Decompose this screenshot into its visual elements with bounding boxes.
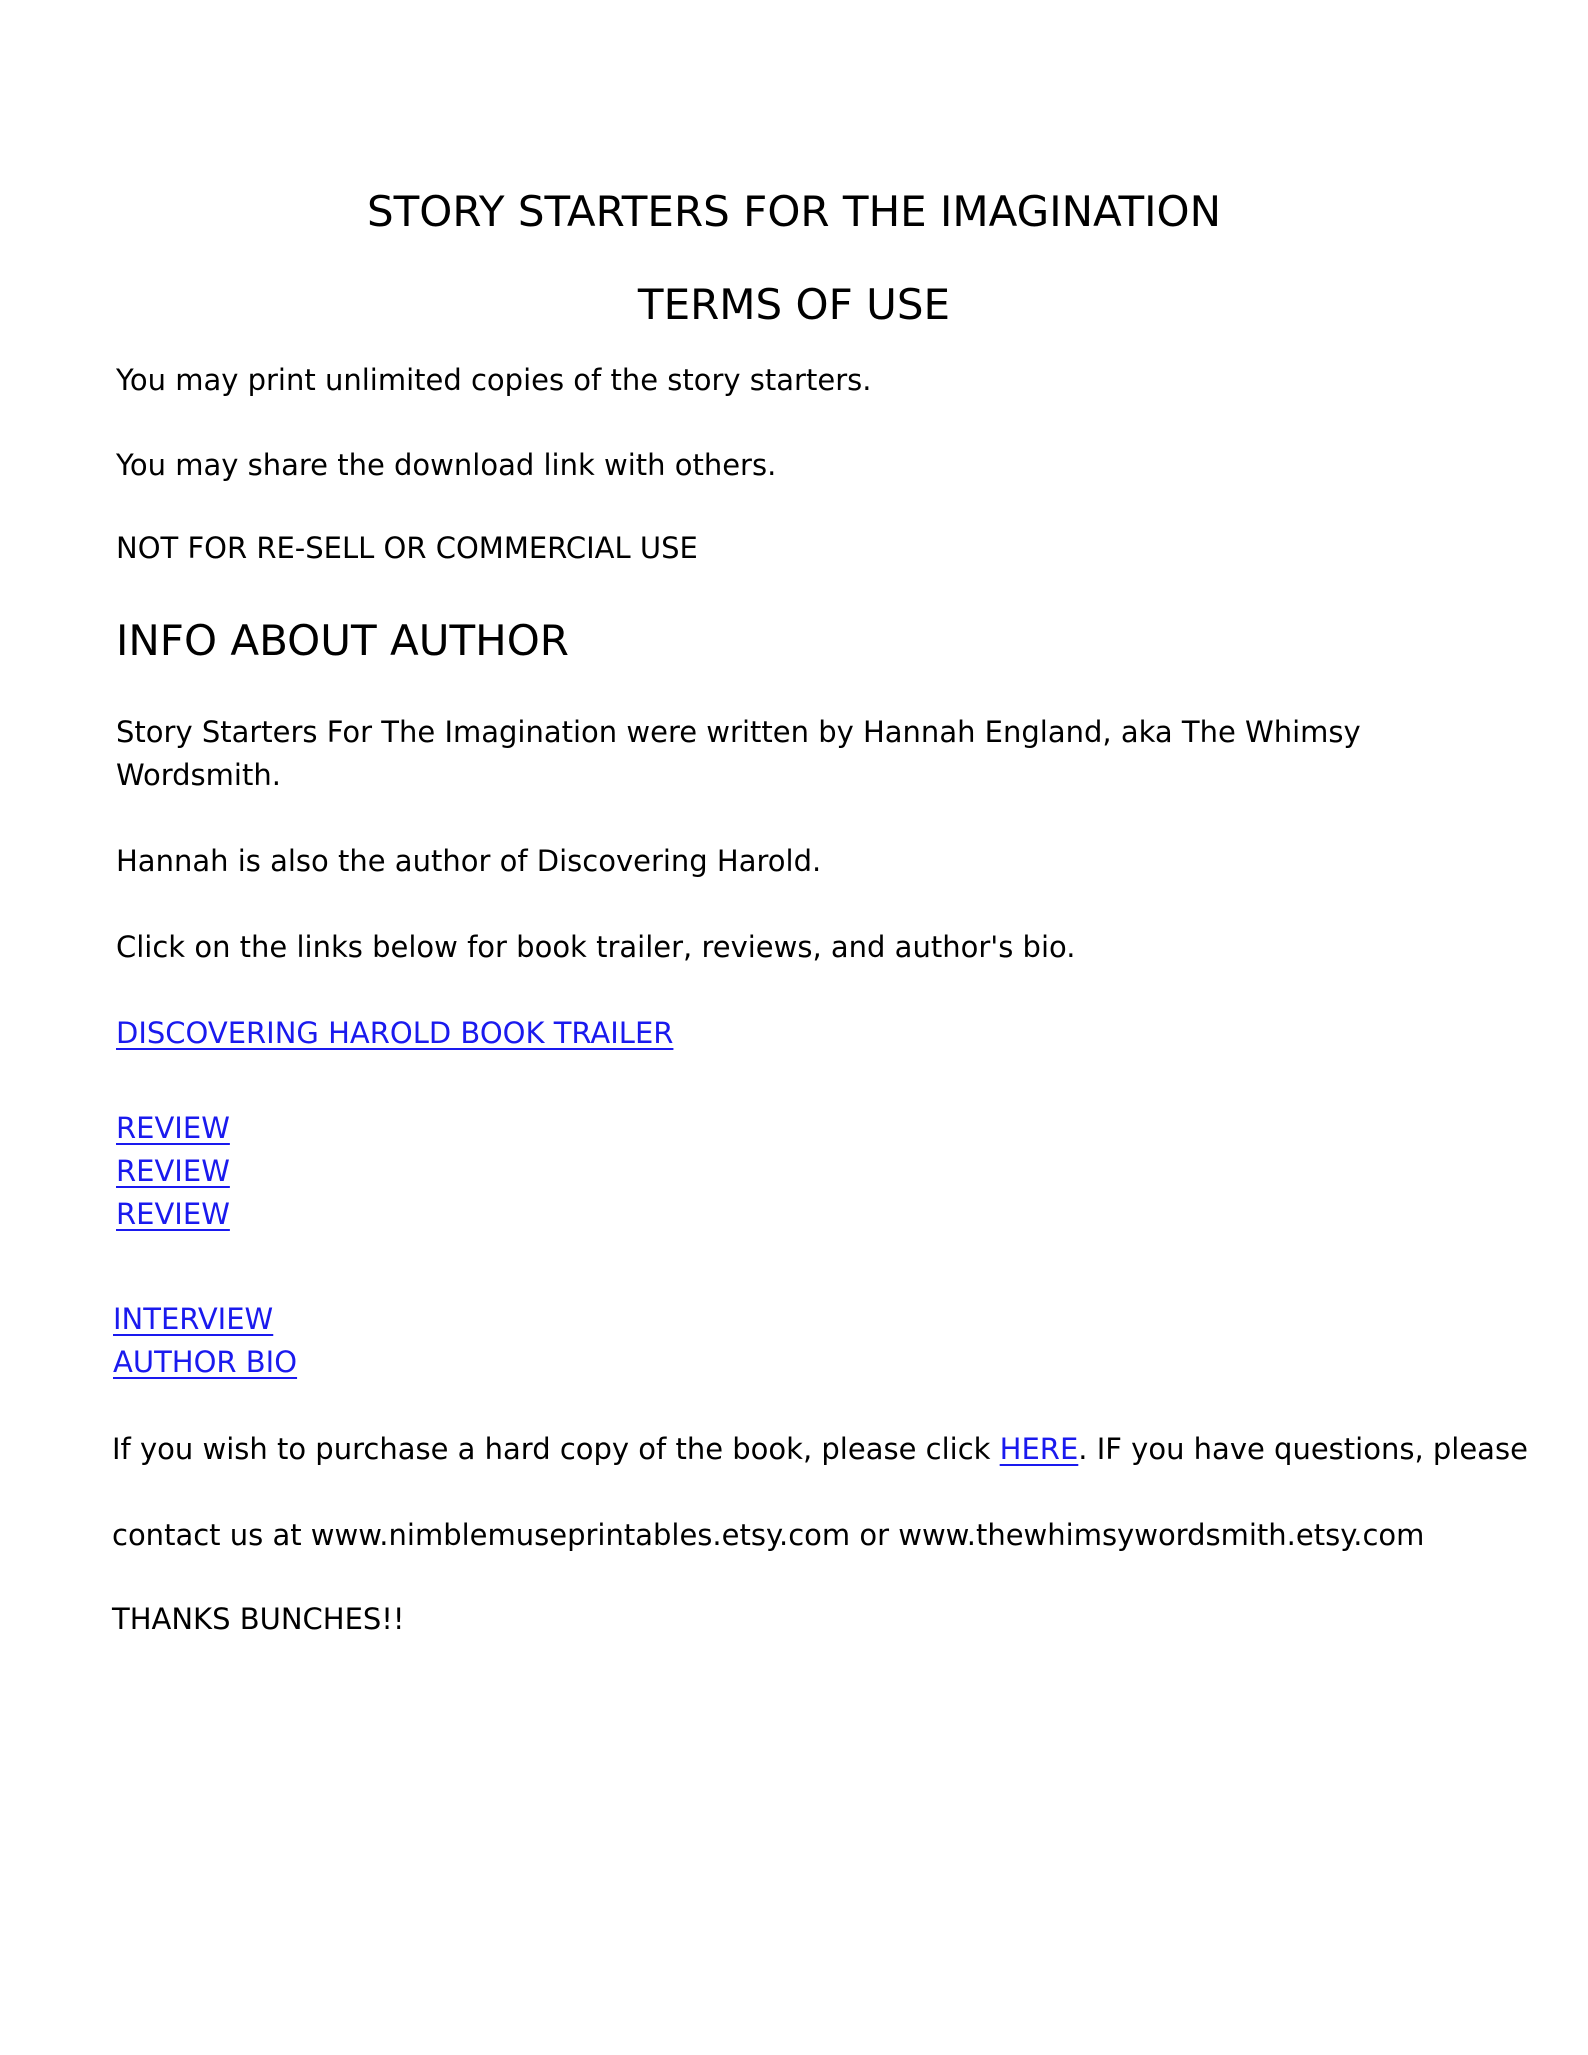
- review-link-3[interactable]: REVIEW: [116, 1197, 230, 1231]
- purchase-sentence: [112, 1432, 1528, 1467]
- terms-share: You may share the download link with others.: [116, 448, 777, 482]
- purchase-text-after: . IF you have questions, please: [1078, 1432, 1528, 1466]
- terms-heading: TERMS OF USE: [637, 280, 951, 329]
- document-title: STORY STARTERS FOR THE IMAGINATION: [366, 187, 1221, 236]
- purchase-here-link[interactable]: HERE: [999, 1432, 1079, 1466]
- author-text-line2: Wordsmith.: [116, 758, 281, 792]
- review-link-1[interactable]: REVIEW: [116, 1111, 230, 1145]
- closing-text: THANKS BUNCHES!!: [112, 1602, 405, 1636]
- interview-link[interactable]: INTERVIEW: [113, 1302, 274, 1336]
- purchase-text-before: If you wish to purchase a hard copy of the book, please click: [112, 1432, 1000, 1466]
- also-author-text: Hannah is also the author of Discovering Harold.: [116, 844, 822, 878]
- review-link-2[interactable]: REVIEW: [116, 1154, 230, 1188]
- contact-text: contact us at www.nimblemuseprintables.etsy.com or www.thewhimsywordsmith.etsy.com: [112, 1518, 1425, 1552]
- book-trailer-link[interactable]: DISCOVERING HAROLD BOOK TRAILER: [116, 1016, 674, 1050]
- terms-commercial: NOT FOR RE-SELL OR COMMERCIAL USE: [116, 531, 698, 565]
- links-intro-text: Click on the links below for book trailer, reviews, and author's bio.: [116, 930, 1076, 964]
- terms-print: You may print unlimited copies of the story starters.: [116, 363, 872, 397]
- author-heading: INFO ABOUT AUTHOR: [116, 616, 569, 665]
- author-bio-link[interactable]: AUTHOR BIO: [113, 1345, 298, 1379]
- author-text-line1: Story Starters For The Imagination were written by Hannah England, aka The Whimsy: [116, 715, 1361, 749]
